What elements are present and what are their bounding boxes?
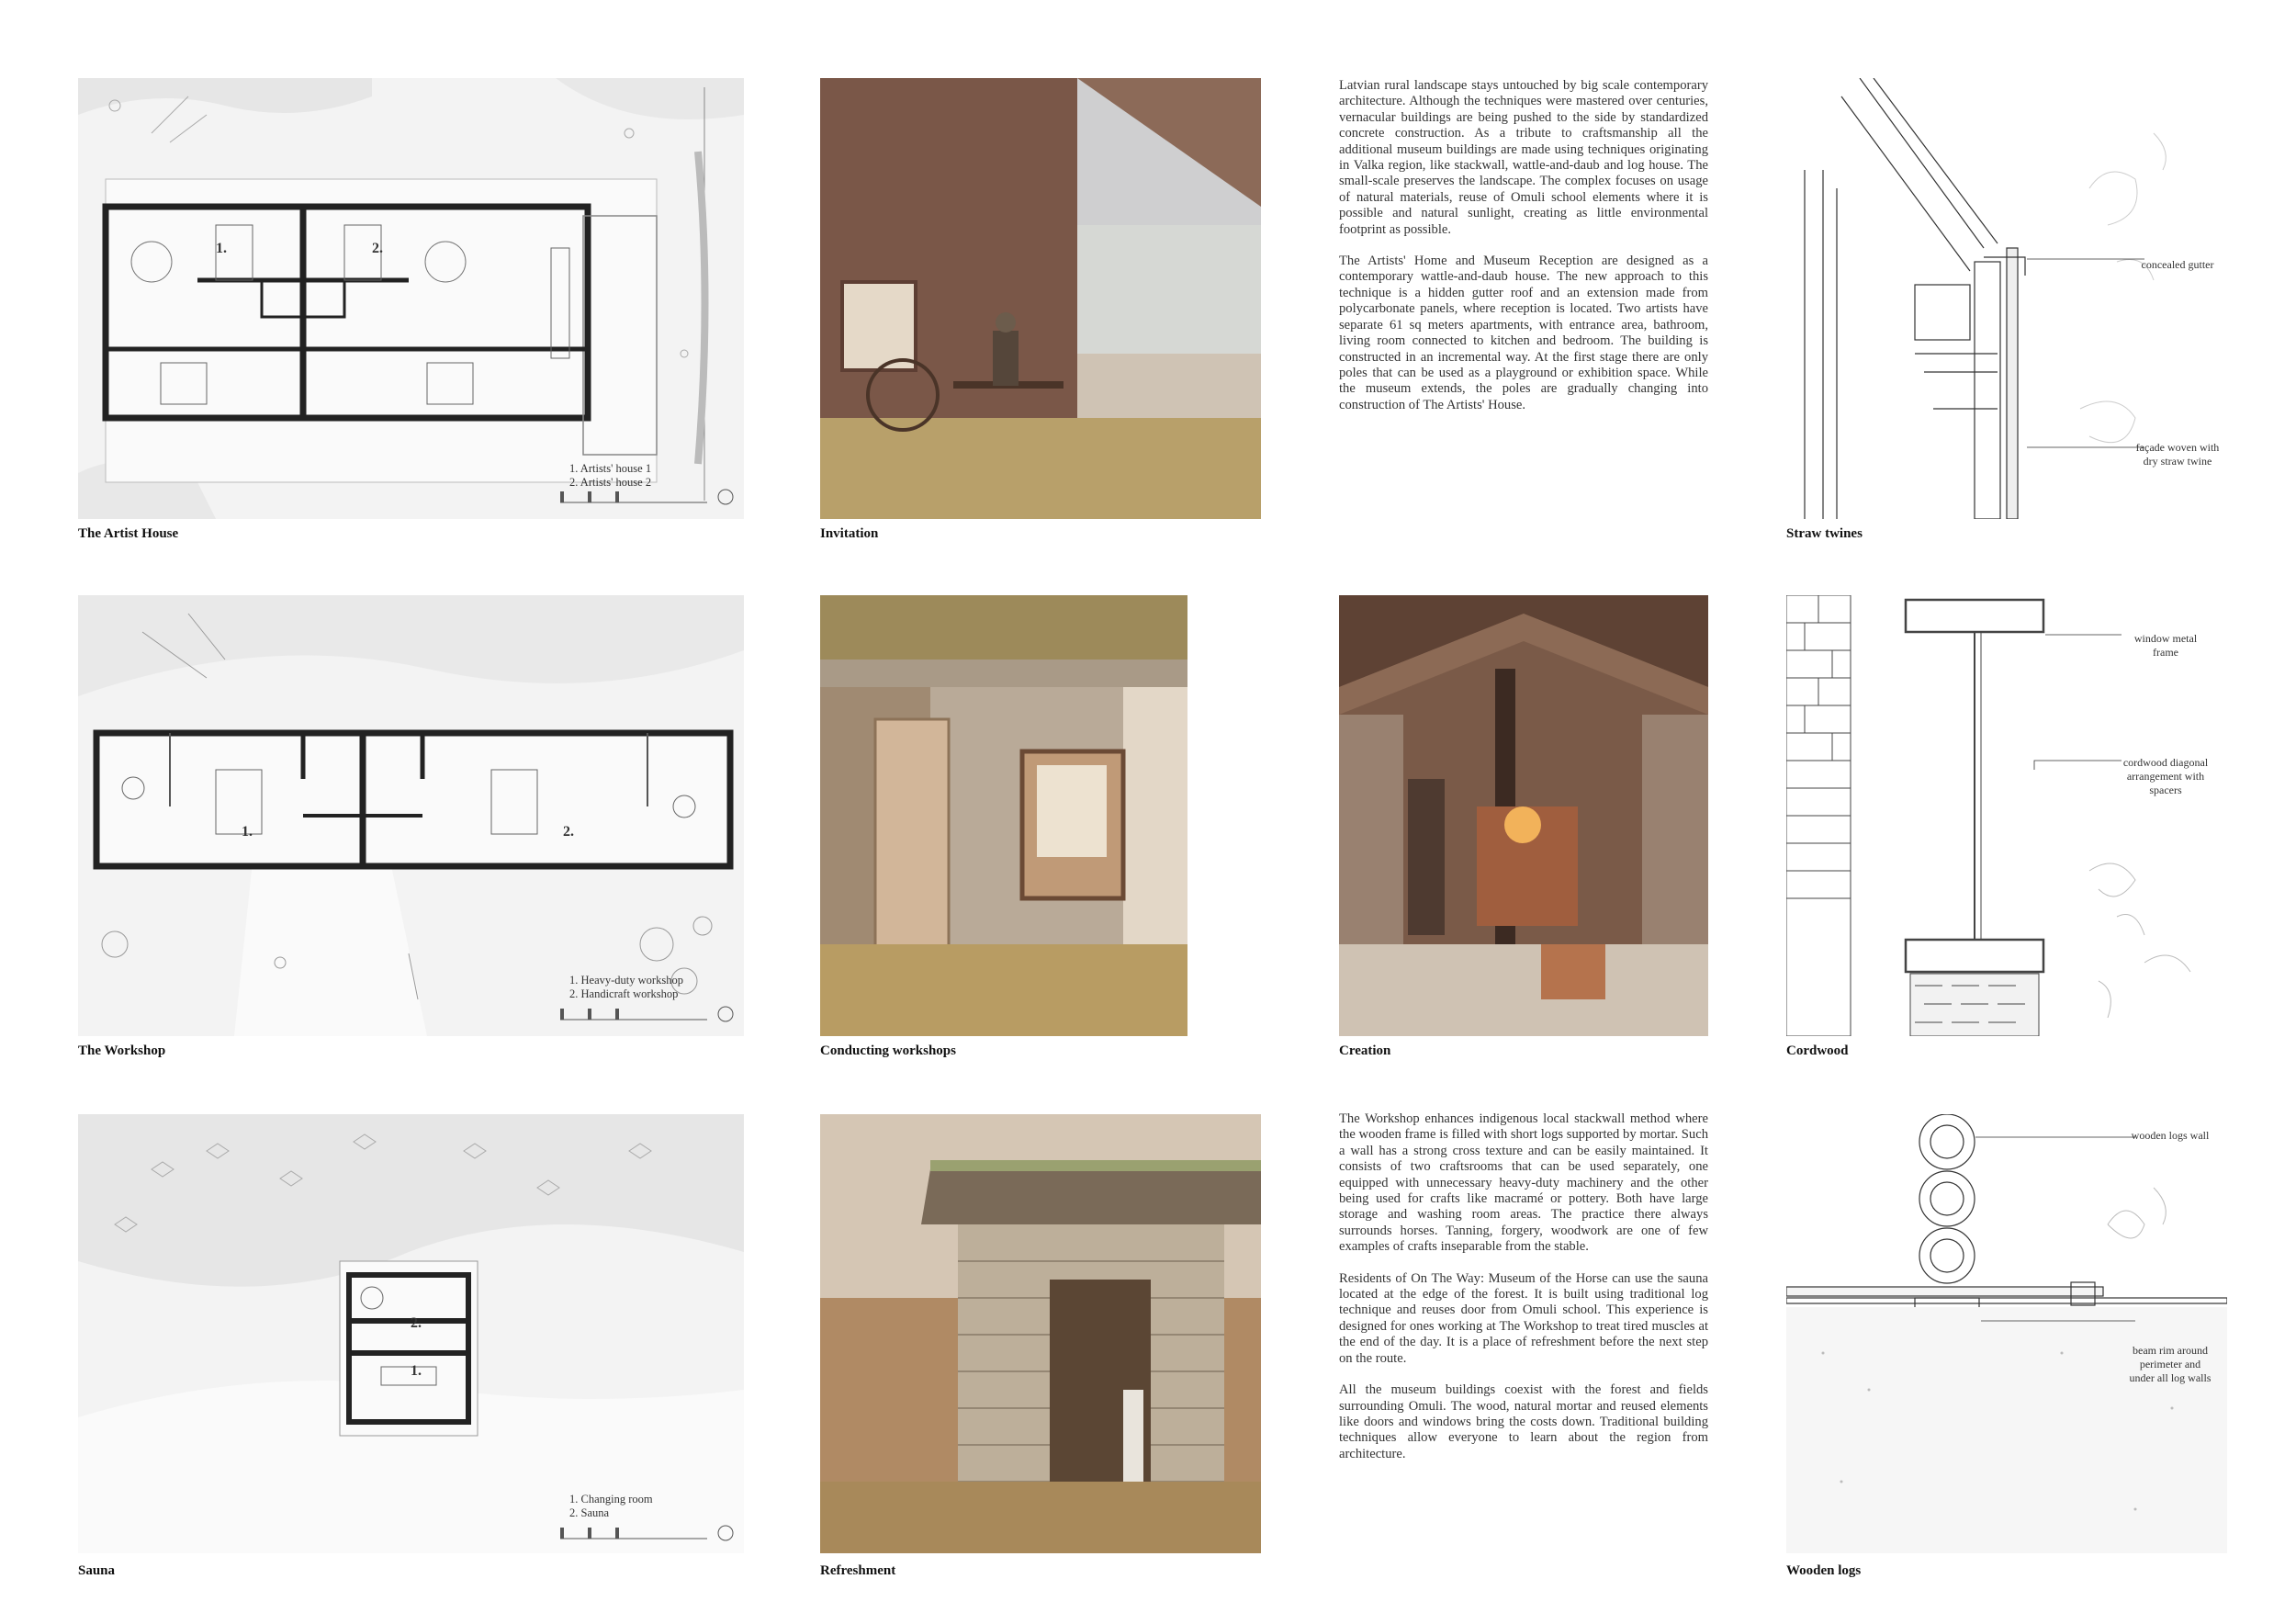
straw-annotation-2: façade woven with dry straw twine: [2135, 441, 2220, 468]
workshop-paragraph-2: Residents of On The Way: Museum of the Horse can use the sauna located at the edge of the forest. It is built using traditional log technique and reuses door from Omuli school. This experience is designed for ones working at The Workshop to treat tired muscles at the end of the day. It is a place of refreshment before the next step on the route.: [1339, 1270, 1708, 1366]
caption-invitation: Invitation: [820, 526, 879, 541]
workshop-legend-1: 1. Heavy-duty workshop: [569, 974, 683, 987]
cordwood-detail: [1786, 595, 2227, 1036]
workshop-plan: [78, 595, 744, 1036]
creation-render: [1339, 595, 1708, 1036]
caption-straw-twines: Straw twines: [1786, 526, 1863, 541]
artist-house-plan-drawing: [78, 78, 744, 519]
sauna-plan-drawing: [78, 1114, 744, 1553]
conducting-workshops-render: [820, 595, 1187, 1036]
straw-annotation-1: concealed gutter: [2141, 258, 2214, 271]
workshop-room-1: 1.: [242, 824, 253, 840]
caption-creation: Creation: [1339, 1043, 1391, 1058]
artist-house-plan: [78, 78, 744, 519]
sauna-legend-2: 2. Sauna: [569, 1506, 610, 1519]
plan-legend-1: 1. Artists' house 1: [569, 462, 652, 475]
workshop-text: [1339, 1111, 1708, 1478]
wooden-logs-drawing: [1786, 1114, 2227, 1553]
intro-text: [1339, 78, 1708, 429]
workshop-paragraph-1: The Workshop enhances indigenous local stackwall method where the wooden frame is filled with short logs supported by mortar. Such a wall has a strong cross texture and can be easily maintained. It consists of two craftsrooms that can be used separately, one equipped with unnecessary heavy-duty machinery and the other being used for crafts like macramé or pottery. Both have large storage and washing room areas. The practice there always surrounds horses. Tanning, forgery, woodwork are one of few examples of crafts inseparable from the stable.: [1339, 1111, 1708, 1255]
caption-wooden-logs: Wooden logs: [1786, 1563, 1862, 1578]
invitation-render: [820, 78, 1261, 519]
plan-legend-2: 2. Artists' house 2: [569, 476, 652, 489]
caption-workshop: The Workshop: [78, 1043, 166, 1058]
cordwood-drawing: [1786, 595, 2227, 1036]
caption-artist-house: The Artist House: [78, 526, 179, 541]
refreshment-render: [820, 1114, 1261, 1553]
cordwood-annotation-1: window metal frame: [2133, 632, 2198, 659]
workshop-room-2: 2.: [563, 824, 574, 840]
room-number-1: 1.: [216, 241, 227, 256]
straw-twines-detail: [1786, 78, 2227, 519]
cordwood-annotation-2: cordwood diagonal arrangement with spacers: [2122, 756, 2209, 796]
workshop-legend-2: 2. Handicraft workshop: [569, 987, 679, 1000]
workshop-plan-drawing: [78, 595, 744, 1036]
logs-annotation-1: wooden logs wall: [2131, 1129, 2210, 1142]
caption-cordwood: Cordwood: [1786, 1043, 1849, 1058]
caption-conducting: Conducting workshops: [820, 1043, 956, 1058]
sauna-legend-1: 1. Changing room: [569, 1493, 653, 1506]
room-number-2: 2.: [372, 241, 383, 256]
intro-paragraph-1: Latvian rural landscape stays untouched by big scale contemporary architecture. Although the techniques were mastered over centuries, vernacular buildings are being pushed to the side by standardized concrete construction. As a tribute to craftsmanship all the additional museum buildings are made using techniques originating in Valka region, like stackwall, wattle-and-daub and log house. The small-scale preserves the landscape. The complex focuses on usage of natural materials, reuse of Omuli school elements where it is possible and natural sunlight, creating as little environmental footprint as possible.: [1339, 78, 1708, 237]
sauna-room-1: 1.: [411, 1363, 422, 1379]
caption-refreshment: Refreshment: [820, 1563, 896, 1578]
wooden-logs-detail: [1786, 1114, 2227, 1553]
sauna-plan: [78, 1114, 744, 1553]
intro-paragraph-2: The Artists' Home and Museum Reception are designed as a contemporary wattle-and-daub house. The new approach to this technique is a hidden gutter roof and an extension made from polycarbonate panels, where reception is located. Two artists have separate 61 sq meters apartments, with entrance area, bathroom, living room connected to kitchen and bedroom. The building is constructed in an incremental way. At the first stage there are only poles that can be used as a playground or exhibition space. While the museum extends, the poles are gradually changing into construction of The Artists' House.: [1339, 254, 1708, 412]
caption-sauna: Sauna: [78, 1563, 116, 1578]
sauna-room-2: 2.: [411, 1315, 422, 1331]
logs-annotation-2: beam rim around perimeter and under all log walls: [2129, 1344, 2212, 1384]
workshop-paragraph-3: All the museum buildings coexist with the forest and fields surrounding Omuli. The wood, natural mortar and reused elements like doors and windows bring the costs down. Traditional building techniques allow everyone to learn about the region from architecture.: [1339, 1382, 1708, 1461]
